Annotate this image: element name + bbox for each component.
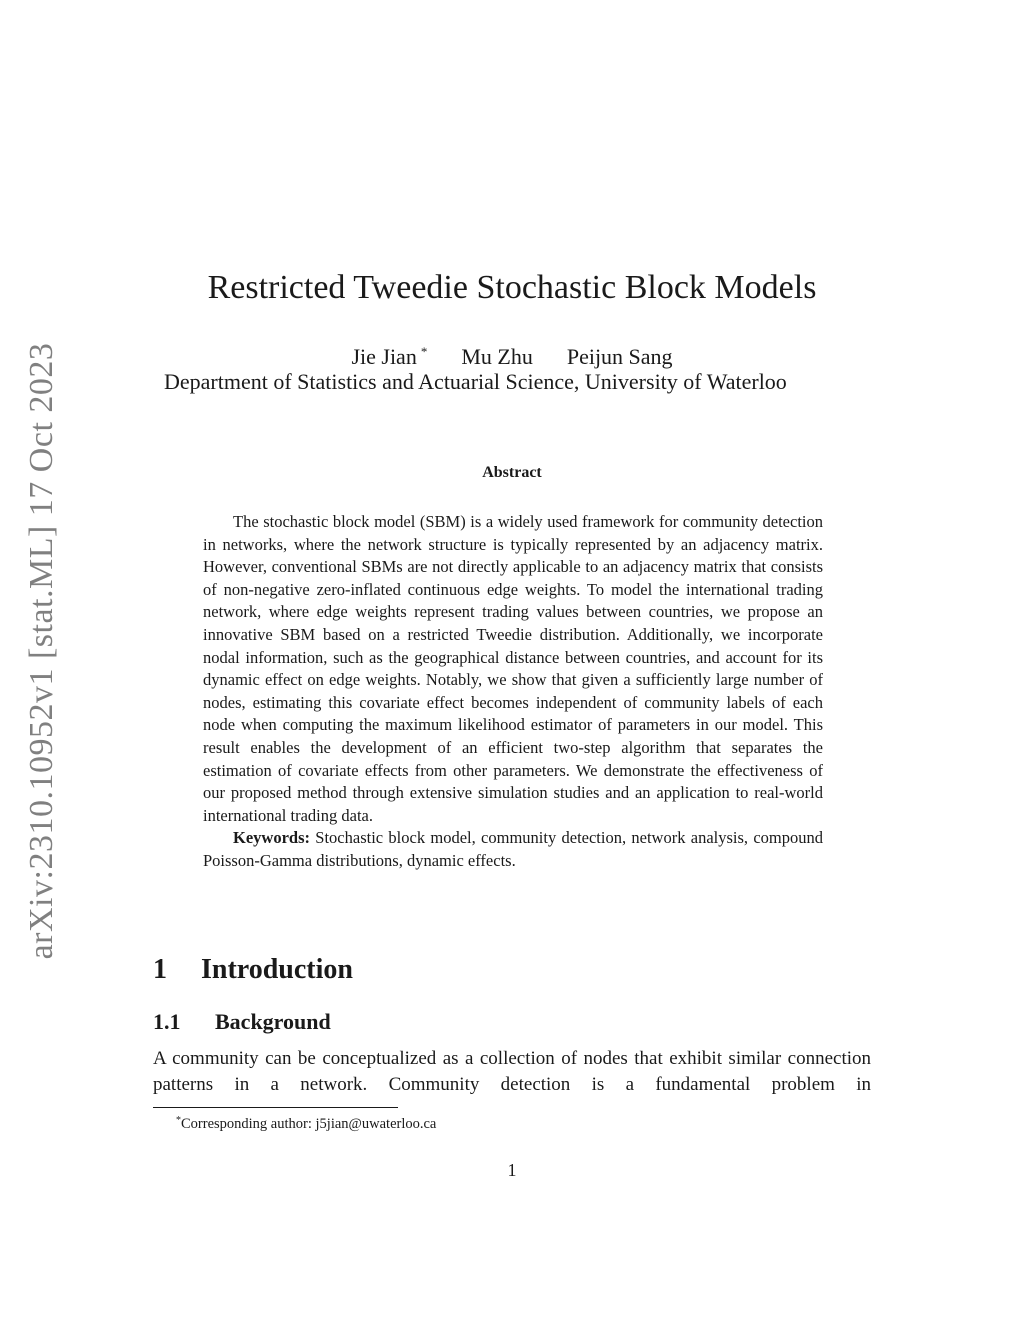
- author-2: Mu Zhu: [461, 344, 533, 369]
- keywords-paragraph: [203, 827, 823, 872]
- abstract-block: [203, 511, 823, 873]
- keywords-label: Keywords:: [233, 828, 310, 848]
- footnote: [176, 1112, 436, 1133]
- footnote-text: Corresponding author: j5jian@uwaterloo.ca: [181, 1116, 437, 1132]
- abstract-heading: Abstract: [482, 464, 542, 481]
- author-3: Peijun Sang: [566, 344, 673, 369]
- arxiv-identifier: arXiv:2310.10952v1 [stat.ML] 17 Oct 2023: [23, 342, 60, 960]
- corresponding-author-mark: *: [420, 344, 428, 359]
- footnote-divider: [153, 1107, 398, 1108]
- page-number: 1: [507, 1160, 517, 1180]
- section-heading: [153, 952, 353, 988]
- author-1: [351, 338, 427, 371]
- keywords-list: Stochastic block model, community detection, network analysis, compound Poisson-Gamma distributions, dynamic effects.: [203, 828, 823, 870]
- subsection-title: Background: [215, 1009, 331, 1034]
- section-title: Introduction: [201, 954, 353, 985]
- author-list: [0, 338, 1024, 371]
- abstract-body: The stochastic block model (SBM) is a widely used framework for community detection in networks, where the network structure is typically represented by an adjacency matrix. However, conventional SBMs are not directly applicable to an adjacency matrix that consists of non-negative zero-inflated continuous edge weights. To model the international trading network, where edge weights represent trading values between countries, we propose an innovative SBM based on a restricted Tweedie distribution. Additionally, we incorporate nodal information, such as the geographical distance between countries, and account for its dynamic effect on edge weights. Notably, we show that given a sufficiently large number of nodes, estimating this covariate effect becomes independent of community labels of each node when computing the maximum likelihood estimator of parameters in our model. This result enables the development of an efficient two-step algorithm that separates the estimation of covariate effects from other parameters. We demonstrate the effectiveness of our proposed method through extensive simulation studies and an application to real-world international trading data.: [203, 512, 823, 825]
- section-number: 1: [153, 954, 167, 985]
- author-affiliation: Department of Statistics and Actuarial Science, University of Waterloo: [164, 369, 787, 394]
- introduction-paragraph: A community can be conceptualized as a collection of nodes that exhibit similar connection patterns in a network. Community detection is a fundamental problem in: [153, 1048, 871, 1095]
- footnote-mark: *: [176, 1115, 181, 1126]
- subsection-heading: [153, 1008, 331, 1036]
- paper-title: Restricted Tweedie Stochastic Block Models: [207, 269, 817, 306]
- author-1-name: Jie Jian: [351, 344, 417, 369]
- subsection-number: 1.1: [153, 1009, 181, 1034]
